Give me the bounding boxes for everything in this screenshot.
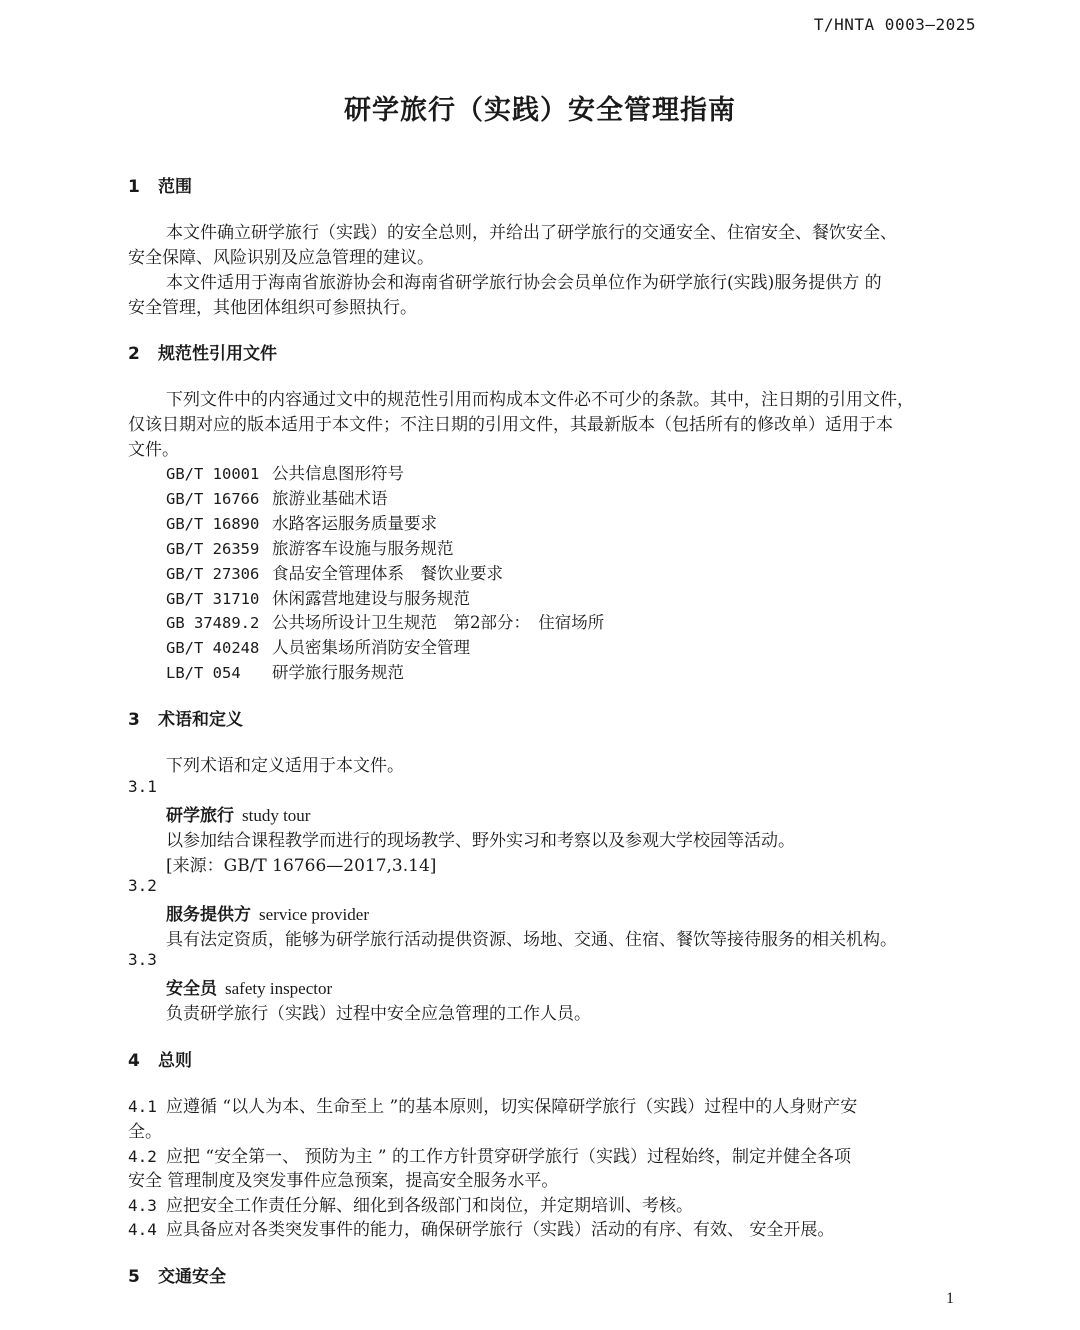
reference-item: [166, 585, 470, 609]
term-en: study tour: [242, 806, 311, 825]
reference-code: GB/T 16766: [166, 490, 260, 508]
section-5-heading: [128, 1262, 226, 1287]
section-title: 范围: [158, 177, 192, 197]
reference-item: [166, 609, 604, 633]
clause-number: 4.2: [128, 1147, 157, 1166]
reference-title: 人员密集场所消防安全管理: [272, 638, 470, 657]
term-zh: 研学旅行: [166, 806, 234, 826]
reference-code: GB/T 31710: [166, 590, 260, 608]
clause-number: 4.1: [128, 1097, 157, 1116]
reference-item: [166, 560, 503, 584]
reference-code: GB/T 26359: [166, 540, 260, 558]
page-title: 研学旅行（实践）安全管理指南: [344, 95, 736, 126]
clause-text-continued: 安全 管理制度及突发事件应急预案，提高安全服务水平。: [128, 1171, 559, 1191]
term-name: [166, 801, 310, 826]
section-3-heading: [128, 705, 243, 730]
term-zh: 安全员: [166, 979, 217, 999]
clause-text-continued: 全。: [128, 1122, 162, 1142]
section-title: 术语和定义: [158, 710, 243, 730]
term-name: [166, 974, 332, 999]
term-definition: 以参加结合课程教学而进行的现场教学、野外实习和考察以及参观大学校园等活动。: [166, 831, 795, 851]
paragraph-line: 下列术语和定义适用于本文件。: [166, 756, 404, 776]
reference-item: [166, 634, 470, 658]
reference-code: GB/T 16890: [166, 515, 260, 533]
term-number: 3.2: [128, 876, 157, 895]
term-number: 3.1: [128, 777, 157, 796]
clause-text: 应把安全工作责任分解、细化到各级部门和岗位，并定期培训、考核。: [166, 1196, 693, 1216]
reference-title: 公共信息图形符号: [272, 464, 404, 483]
term-zh: 服务提供方: [166, 905, 251, 925]
paragraph-line: 本文件适用于海南省旅游协会和海南省研学旅行协会会员单位作为研学旅行(实践)服务提供方 的: [166, 273, 882, 293]
reference-title: 水路客运服务质量要求: [272, 514, 437, 533]
section-number: 5: [128, 1267, 140, 1287]
page-number: 1: [946, 1290, 954, 1307]
reference-code: GB/T 27306: [166, 565, 260, 583]
section-1-heading: [128, 172, 192, 197]
section-title: 总则: [158, 1051, 192, 1071]
reference-code: LB/T 054: [166, 664, 241, 682]
clause-item: [128, 1191, 693, 1216]
clause-item: [128, 1092, 857, 1117]
section-4-heading: [128, 1046, 192, 1071]
paragraph-line: 安全管理，其他团体组织可参照执行。: [128, 298, 417, 318]
reference-title: 旅游业基础术语: [272, 489, 388, 508]
term-number: 3.3: [128, 950, 157, 969]
reference-item: [166, 510, 437, 534]
paragraph-line: 下列文件中的内容通过文中的规范性引用而构成本文件必不可少的条款。其中，注日期的引用文件，: [166, 390, 914, 410]
clause-number: 4.4: [128, 1220, 157, 1239]
paragraph-line: 仅该日期对应的版本适用于本文件；不注日期的引用文件，其最新版本（包括所有的修改单）适用于本: [128, 415, 893, 435]
clause-text: 应具备应对各类突发事件的能力，确保研学旅行（实践）活动的有序、有效、 安全开展。: [166, 1220, 835, 1240]
clause-item: [128, 1215, 834, 1240]
reference-item: [166, 485, 388, 509]
reference-title: 旅游客车设施与服务规范: [272, 539, 454, 558]
reference-code: GB/T 40248: [166, 639, 260, 657]
paragraph-line: 安全保障、风险识别及应急管理的建议。: [128, 248, 434, 268]
document-number: T/HNTA 0003—2025: [813, 15, 976, 34]
reference-item: [166, 460, 404, 484]
term-en: safety inspector: [225, 979, 333, 998]
clause-number: 4.3: [128, 1196, 157, 1215]
section-number: 4: [128, 1051, 140, 1071]
paragraph-line: 文件。: [128, 440, 179, 460]
reference-title: 休闲露营地建设与服务规范: [272, 589, 470, 608]
reference-code: GB 37489.2: [166, 614, 260, 632]
reference-item: [166, 659, 404, 683]
paragraph-line: 本文件确立研学旅行（实践）的安全总则，并给出了研学旅行的交通安全、住宿安全、餐饮安全、: [166, 223, 897, 243]
section-number: 3: [128, 710, 140, 730]
reference-code: GB/T 10001: [166, 465, 260, 483]
term-definition: 负责研学旅行（实践）过程中安全应急管理的工作人员。: [166, 1004, 591, 1024]
section-title: 规范性引用文件: [158, 344, 277, 364]
term-en: service provider: [259, 905, 369, 924]
section-number: 1: [128, 177, 140, 197]
reference-title: 食品安全管理体系 餐饮业要求: [272, 564, 503, 583]
clause-item: [128, 1142, 851, 1167]
clause-text: 应把 “安全第一、 预防为主 ” 的工作方针贯穿研学旅行（实践）过程始终，制定并健全各项: [166, 1147, 851, 1167]
section-number: 2: [128, 344, 140, 364]
section-2-heading: [128, 339, 277, 364]
reference-title: 研学旅行服务规范: [272, 663, 404, 682]
term-definition: 具有法定资质，能够为研学旅行活动提供资源、场地、交通、住宿、餐饮等接待服务的相关机构。: [166, 930, 897, 950]
reference-title: 公共场所设计卫生规范 第2部分： 住宿场所: [272, 613, 605, 632]
clause-text: 应遵循 “以人为本、生命至上 ”的基本原则，切实保障研学旅行（实践）过程中的人身财产安: [166, 1097, 858, 1117]
term-name: [166, 900, 369, 925]
section-title: 交通安全: [158, 1267, 226, 1287]
reference-item: [166, 535, 454, 559]
term-source: [来源：GB/T 16766—2017,3.14]: [166, 856, 437, 876]
